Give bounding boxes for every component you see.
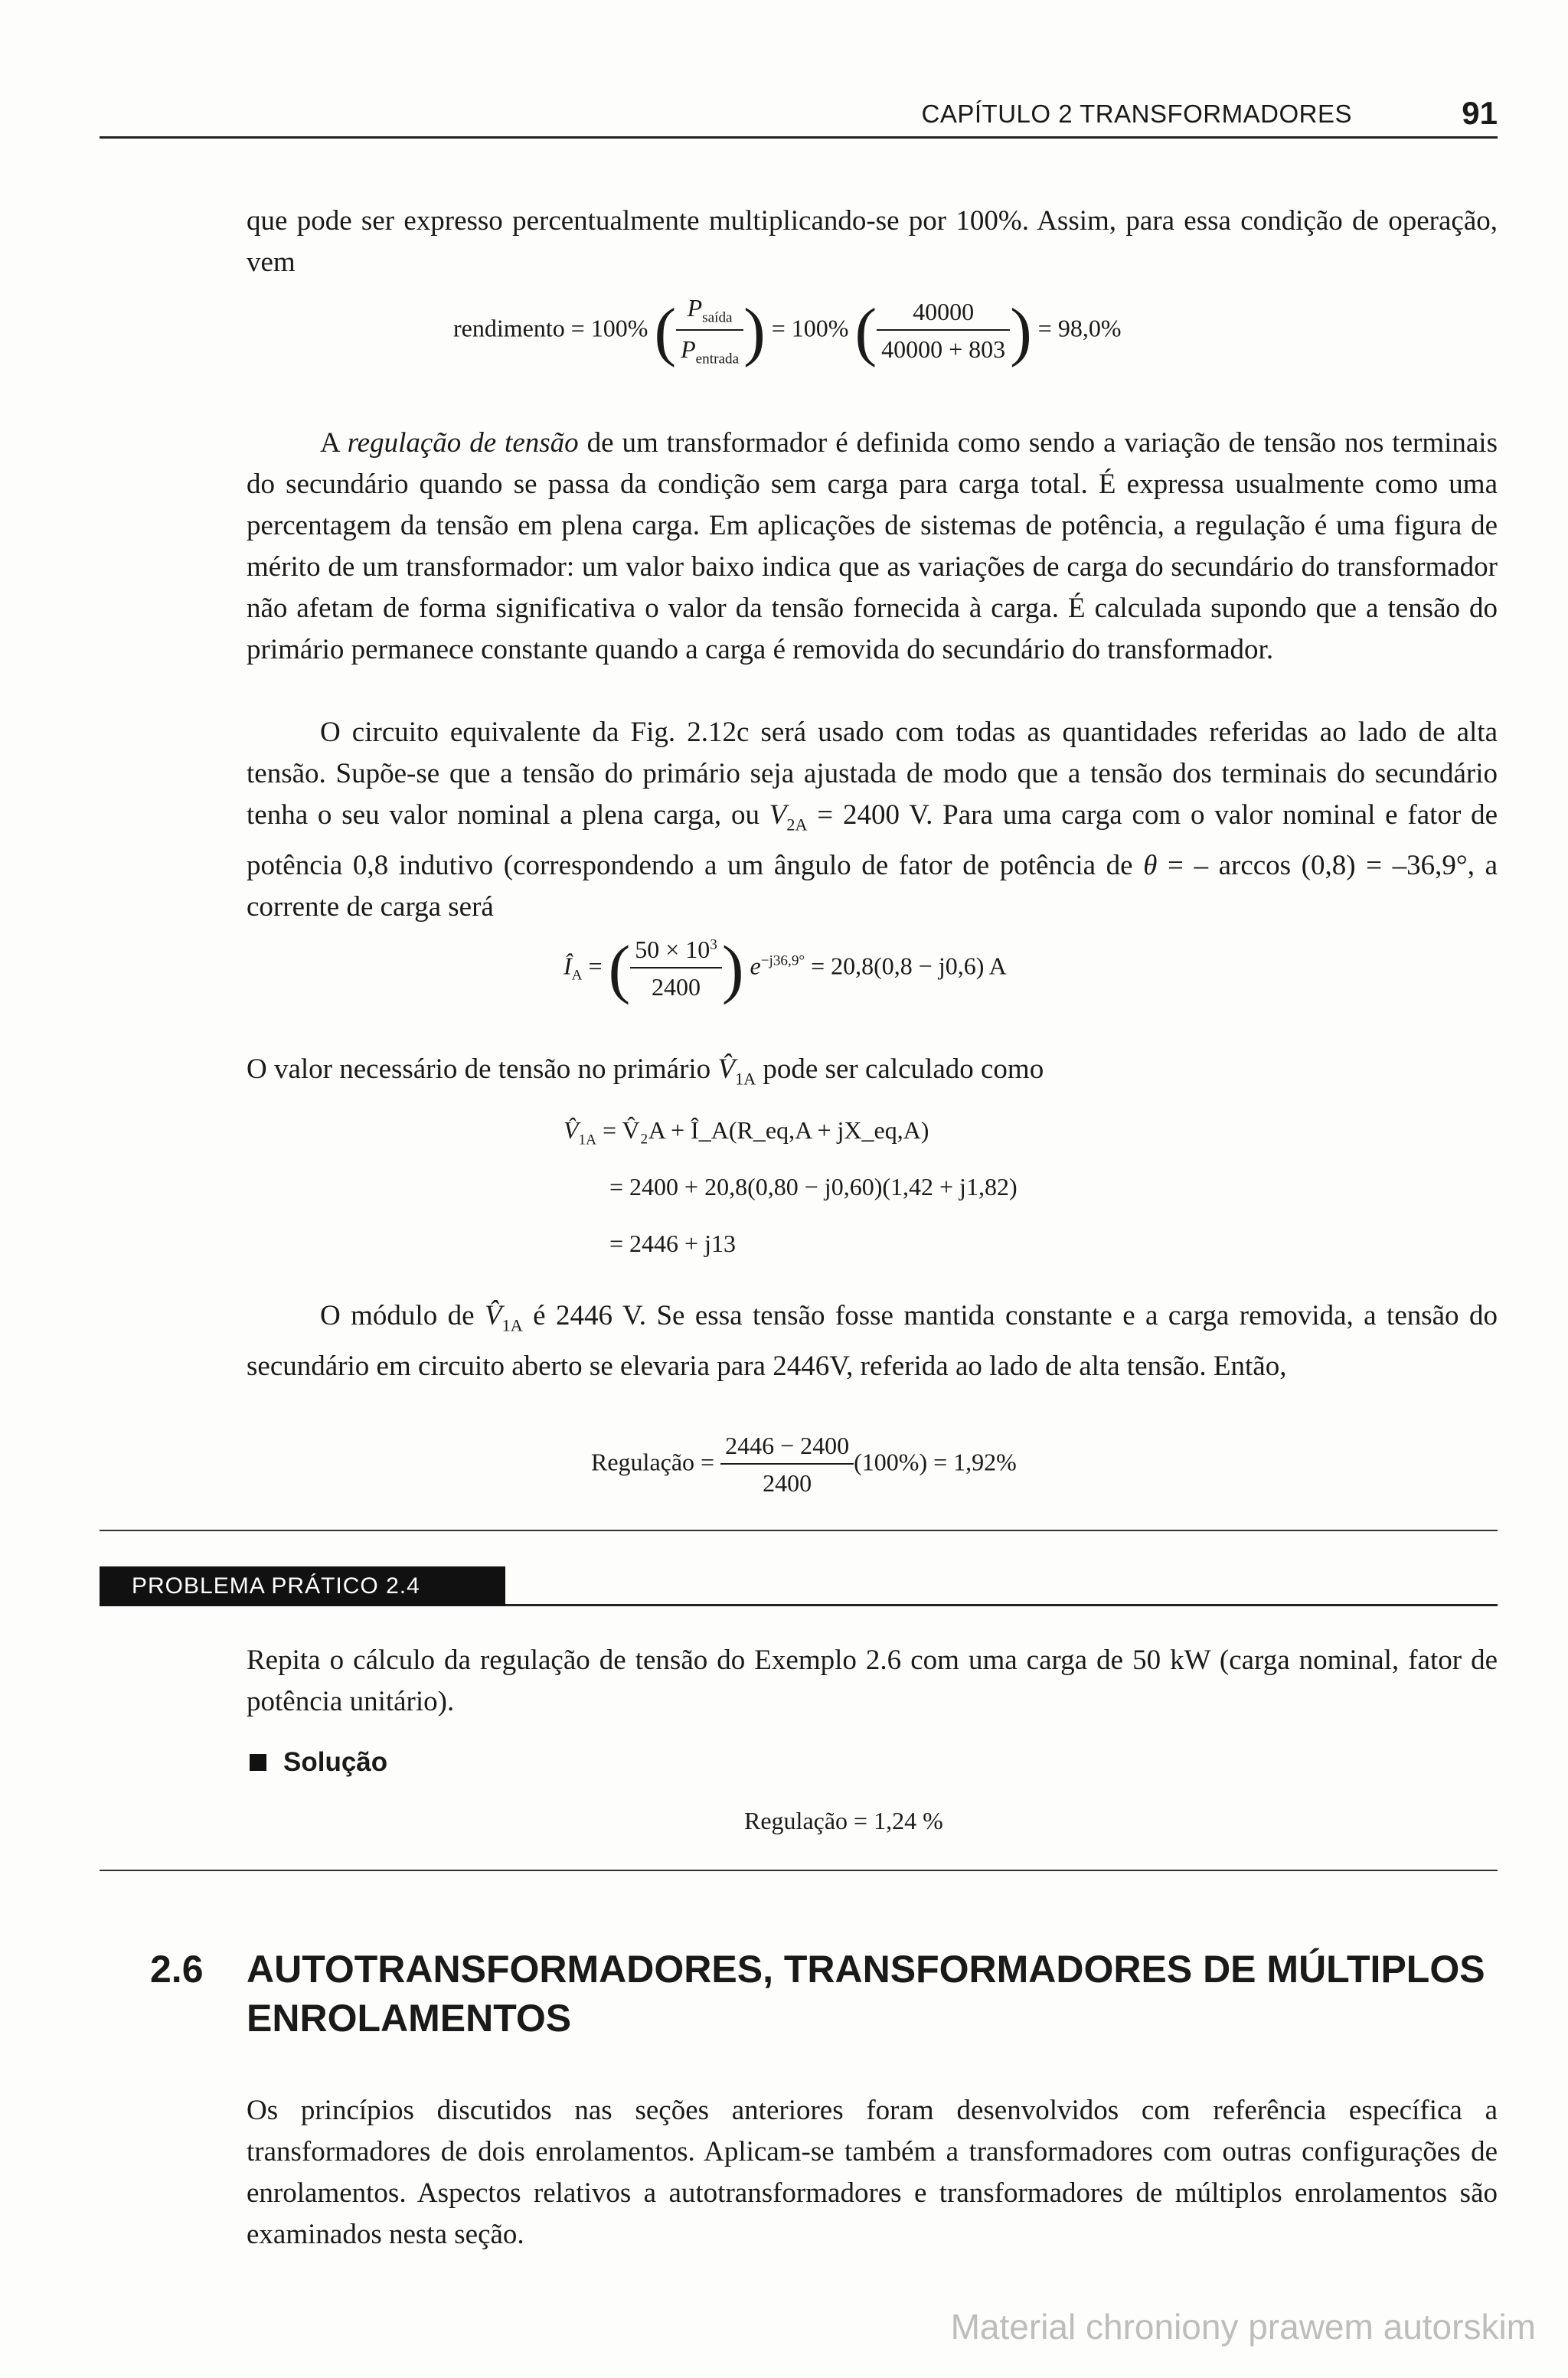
- problem-answer: Regulação = 1,24 %: [744, 1807, 943, 1834]
- page-number: 91: [1462, 95, 1498, 131]
- equation-voltage-line2: = 2400 + 20,8(0,80 − j0,60)(1,42 + j1,82): [609, 1173, 1018, 1200]
- solution-square-icon: [250, 1754, 266, 1771]
- paragraph-regulation: A regulação de tensão de um transformador é definida como sendo a variação de tensão nos terminais do secundário quando se passa da condição sem carga para carga total. É expressa usualmente como uma percentagem da tensão em plena carga. Em aplicações de sistemas de potência, a regulação é uma figura de mérito de um transformador: um valor baixo indica que as variações de carga do secundário do transformador não afetam de forma significativa o valor da tensão fornecida à carga. É calculada supondo que a tensão do primário permanece constante quando a carga é removida do secundário do transformador.: [247, 427, 1498, 665]
- section-title: AUTOTRANSFORMADORES, TRANSFORMADORES DE MÚLTIPLOS ENROLAMENTOS: [247, 1948, 1485, 2040]
- equation-voltage-line1: $V̂_{1A}$ = V̂₂A + Î_A(R_eq,A + jX_eq,A): [564, 1116, 929, 1148]
- paragraph-module: O módulo de $V̂_{1A}$ é 2446 V. Se essa tensão fosse mantida constante e a carga removida, a tensão do secundário em circuito aberto se elevaria para 2446V, referida ao lado de alta tensão. Então,: [247, 1300, 1498, 1383]
- divider: [100, 1870, 1498, 1871]
- watermark: Material chroniony prawem autorskim: [950, 2307, 1536, 2347]
- divider: [100, 1530, 1498, 1531]
- equation-voltage-line3: = 2446 + j13: [609, 1230, 736, 1257]
- fraction-regulation: $\frac{2446 - 2400}{2400}$: [720, 1432, 854, 1498]
- equation-efficiency: rendimento = 100% ( $\frac{P_{saída}}{P_{entrada}}$ ) = 100% ( $\frac{40000}{40000 + 803}$ ) = 98,0%: [453, 294, 1122, 368]
- paragraph-voltage-needed: O valor necessário de tensão no primário $V̂_{1A}$ pode ser calculado como: [247, 1053, 1044, 1089]
- term-regulation: regulação de tensão: [347, 427, 579, 459]
- section-number: 2.6: [150, 1948, 204, 1991]
- fraction-values: $\frac{40000}{40000 + 803}$: [877, 298, 1010, 364]
- fraction-power: $\frac{P_{saída}}{P_{entrada}}$: [676, 294, 743, 368]
- problem-rule: [505, 1604, 1498, 1606]
- problem-text: Repita o cálculo da regulação de tensão do Exemplo 2.6 com uma carga de 50 kW (carga nominal, fator de potência unitário).: [247, 1645, 1498, 1717]
- chapter-title: CAPÍTULO 2 TRANSFORMADORES: [921, 100, 1352, 128]
- problem-title-bar: PROBLEMA PRÁTICO 2.4: [100, 1566, 505, 1606]
- equation-regulation: Regulação = $\frac{2446 - 2400}{2400}$ (100%) = 1,92%: [591, 1432, 1017, 1497]
- paragraph-intro: que pode ser expresso percentualmente multiplicando-se por 100%. Assim, para essa condição de operação, vem: [247, 205, 1498, 278]
- eq-rhs: = 98,0%: [1037, 314, 1122, 342]
- fraction-current: $\frac{50 \times 10^3}{2400}$: [630, 936, 722, 1001]
- equation-current: $Î_A$ = ( $\frac{50 \times 10^3}{2400}$ ) $e^{-j36,9^\circ} = 20,8(0,8 - j0,6)$ A: [564, 932, 1007, 1005]
- section-body: Os princípios discutidos nas seções anteriores foram desenvolvidos com referência específica a transformadores de dois enrolamentos. Aplicam-se também a transformadores com outras configurações de enrolamentos. Aspectos relativos a autotransformadores e transformadores de múltiplos enrolamentos são examinados nesta seção.: [247, 2095, 1498, 2250]
- eq-lhs: rendimento = 100%: [453, 314, 648, 342]
- paragraph-circuit: O circuito equivalente da Fig. 2.12c será usado com todas as quantidades referidas ao lado de alta tensão. Supõe-se que a tensão do primário seja ajustada de modo que a tensão dos terminais do secundário tenha o seu valor nominal a plena carga, ou $V_{2A} = 2400$ V. Para uma carga com o valor nominal e fator de potência 0,8 indutivo (correspondendo a um ângulo de fator de potência de θ = – arccos (0,8) = –36,9°, a corrente de carga será: [247, 717, 1498, 923]
- solution-label: Solução: [250, 1747, 387, 1778]
- running-header: [100, 95, 1498, 139]
- eq-mid: = 100%: [771, 314, 849, 342]
